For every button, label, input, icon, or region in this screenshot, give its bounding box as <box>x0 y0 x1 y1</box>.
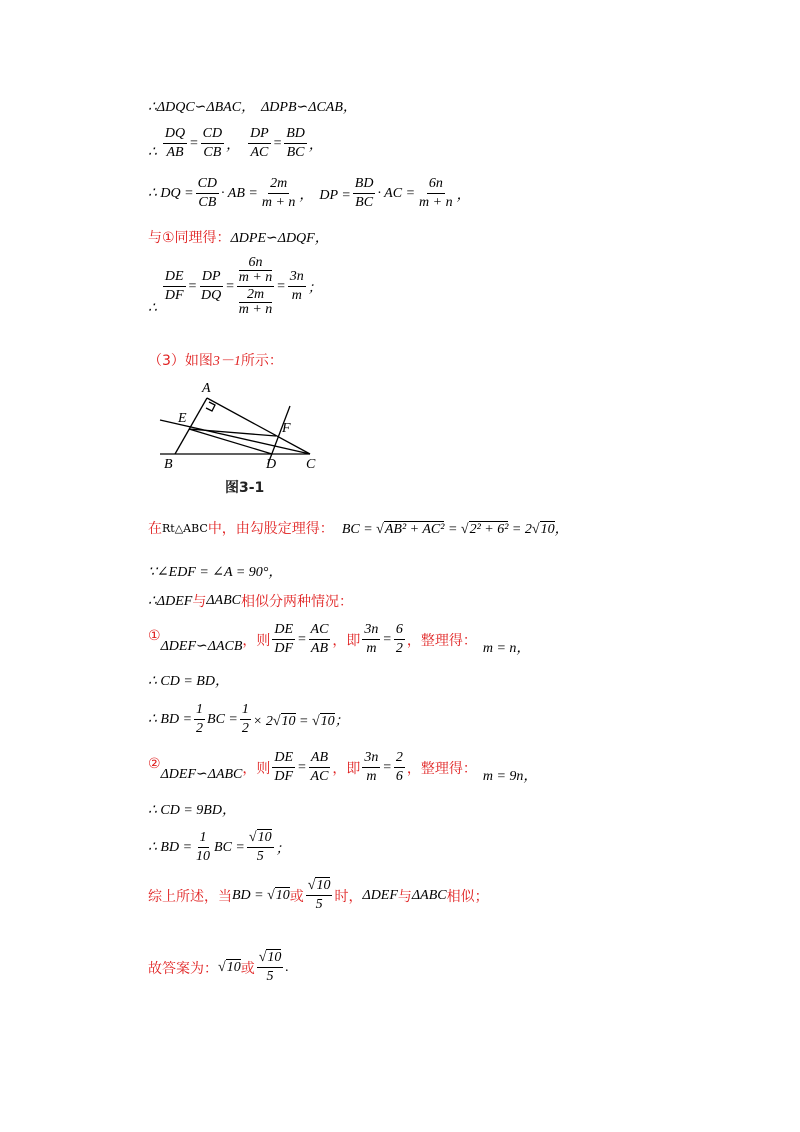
proof-line-11: ∴ CD = BD， <box>148 674 229 689</box>
label-e: E <box>178 411 187 426</box>
complex-fraction: 6n m + n 2m m + n <box>238 255 273 317</box>
fraction-dq-ab: $\frac{DQ}{AB}$ <box>164 126 186 160</box>
right-angle-mark <box>206 402 215 411</box>
fraction-cd-cb: $\frac{CD}{CB}$ <box>202 126 223 160</box>
proof-line-7: 在 Rt△ABC 中，由勾股定理得： BC = √AB² + AC² = √2² + 6² = 2√10， <box>148 521 569 537</box>
figure-caption: 图3-1 <box>225 480 265 496</box>
label-c: C <box>306 457 316 472</box>
label-f: F <box>282 421 291 436</box>
proof-line-3: ∴ DQ = $\frac{CD}{CB}$ · AB = $\frac{2m}{m + n}$ ， DP = $\frac{BD}{BC}$ · AC = $\frac{6n}{m + n}$ ， <box>148 176 471 210</box>
fraction-bd-bc: $\frac{BD}{BC}$ <box>286 126 305 160</box>
segment-ac <box>207 398 310 454</box>
proof-line-9: ∴ΔDEF 与 ΔABC 相似分两种情况： <box>148 593 354 610</box>
proof-line-4: 与①同理得： ΔDPE∽ΔDQF， <box>148 230 329 246</box>
math-text: ∴ΔDQC∽ΔBAC， ΔDPB∽ΔCAB， <box>148 100 357 115</box>
proof-line-14: ∴ CD = 9BD， <box>148 803 236 818</box>
geometry-figure <box>150 378 330 498</box>
label-a: A <box>202 381 211 396</box>
proof-line-2: ∴ $\frac{DQ}{AB}$ = $\frac{CD}{CB}$ ， $\frac{DP}{AC}$ = $\frac{BD}{BC}$ ， <box>148 126 323 160</box>
case-2-line: ② ΔDEF∽ΔABC ，则 $\frac{DE}{DF}$ = $\frac{AB}{AC}$ ，即 $\frac{3n}{m}$ = $\frac{2}{6}$ ，整理得： m = 9n， <box>148 750 538 784</box>
label-b: B <box>164 457 173 472</box>
part-3-heading: （3）如图 3－1 所示： <box>148 353 283 369</box>
summary-line: 综上所述，当 BD = √10 或 $\frac{√10}{5}$ 时， ΔDEF 与 ΔABC 相似； <box>148 878 489 912</box>
therefore-symbol: ∴ <box>148 145 157 160</box>
answer-line: 故答案为： √10 或 $\frac{√10}{5}$ . <box>148 950 289 984</box>
proof-line-15: ∴ BD = $\frac{1}{10}$ BC = $\frac{√10}{5}$ ； <box>148 830 290 864</box>
label-d: D <box>266 457 277 472</box>
proof-line-12: ∴ BD = $\frac{1}{2}$ BC = $\frac{1}{2}$ × 2√10 = √10； <box>148 702 349 736</box>
case-1-line: ① ΔDEF∽ΔACB ，则 $\frac{DE}{DF}$ = $\frac{AC}{AB}$ ，即 $\frac{3n}{m}$ = $\frac{6}{2}$ ，整理得： m = n， <box>148 622 531 656</box>
proof-line-8: ∵∠EDF = ∠A = 90°， <box>148 565 283 580</box>
segment-ab <box>175 398 207 454</box>
proof-line-5: ∴ $\frac{DE}{DF}$ = $\frac{DP}{DQ}$ = 6n m + n 2m m + n = $\frac{3n}{m}$ ； <box>148 255 322 317</box>
proof-line-1 <box>148 96 357 116</box>
fraction-dp-ac: $\frac{DP}{AC}$ <box>250 126 269 160</box>
